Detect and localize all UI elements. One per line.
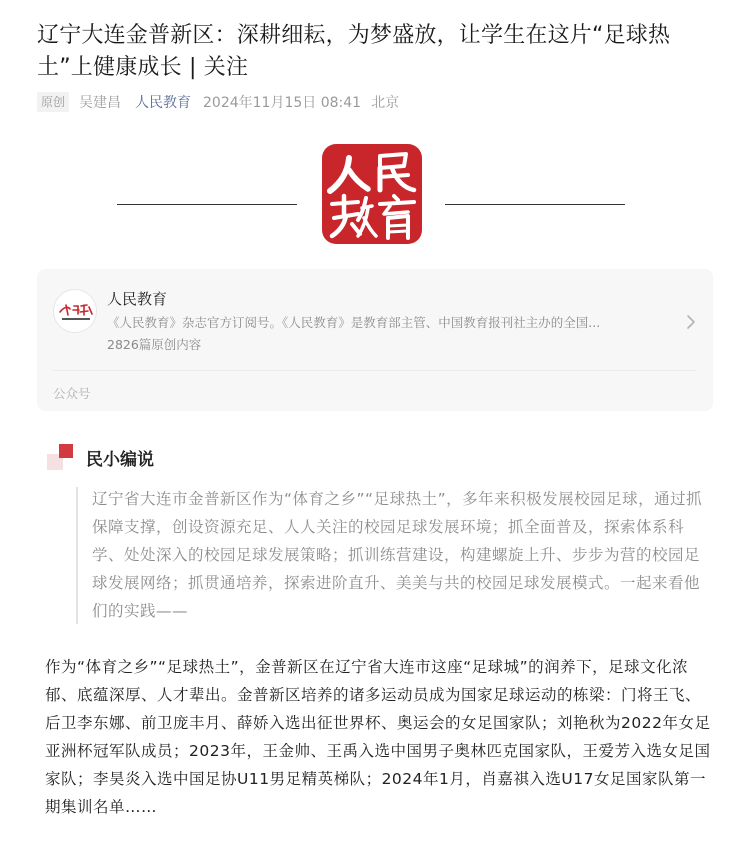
account-link[interactable]: 人民教育: [135, 95, 192, 111]
chevron-right-icon[interactable]: [685, 313, 697, 331]
logo-calligraphy-icon: [322, 144, 422, 244]
account-profile-card[interactable]: [37, 269, 713, 411]
author-name: 吴建昌: [79, 95, 122, 111]
article-meta: [37, 91, 399, 113]
banner-divider-right: [445, 204, 625, 205]
original-badge: 原创: [37, 92, 69, 112]
renmin-jiaoyu-logo-icon: [322, 144, 422, 244]
original-count: 2826篇原创内容: [107, 337, 202, 352]
editor-square-icon: [47, 442, 77, 472]
publish-location: 北京: [371, 95, 400, 111]
card-divider: [53, 370, 697, 371]
account-avatar-logo-icon: [54, 290, 97, 333]
publish-date: 2024年11月15日 08:41: [203, 95, 362, 111]
account-name: 人民教育: [107, 290, 168, 308]
editor-note-text: 辽宁省大连市金普新区作为“体育之乡”“足球热土”，多年来积极发展校园足球，通过抓保障支撑，创设资源充足、人人关注的校园足球发展环境；抓全面普及，探索体系科学、处处深入的校园足球发展策略；抓训练营建设，构建螺旋上升、步步为营的校园足球发展网络；抓贯通培养，探索进阶直升、美美与共的校园足球发展模式。一起来看他们的实践——: [92, 490, 703, 620]
account-avatar: [53, 289, 97, 333]
banner-divider-left: [117, 204, 297, 205]
article-body-paragraph: 作为“体育之乡”“足球热土”，金普新区在辽宁省大连市这座“足球城”的润养下，足球文化浓郁、底蕴深厚、人才辈出。金普新区培养的诸多运动员成为国家足球运动的栋梁：门将王飞、后卫李东娜、前卫庞丰月、薛娇入选出征世界杯、奥运会的女足国家队；刘艳秋为2022年女足亚洲杯冠军队成员；2023年，王金帅、王禹入选中国男子奥林匹克国家队，王爱芳入选女足国家队；李昊炎入选中国足协U11男足精英梯队；2024年1月，肖嘉祺入选U17女足国家队第一期集训名单……: [45, 658, 711, 816]
quote-bar: [76, 487, 78, 624]
account-description: 《人民教育》杂志官方订阅号。《人民教育》是教育部主管、中国教育报刊社主办的全国...: [107, 315, 601, 330]
article-title: 辽宁大连金普新区：深耕细耘，为梦盛放，让学生在这片“足球热土”上健康成长 | 关注: [37, 23, 671, 80]
card-footer-label: 公众号: [53, 386, 91, 401]
editor-note-title: 民小编说: [86, 450, 154, 470]
